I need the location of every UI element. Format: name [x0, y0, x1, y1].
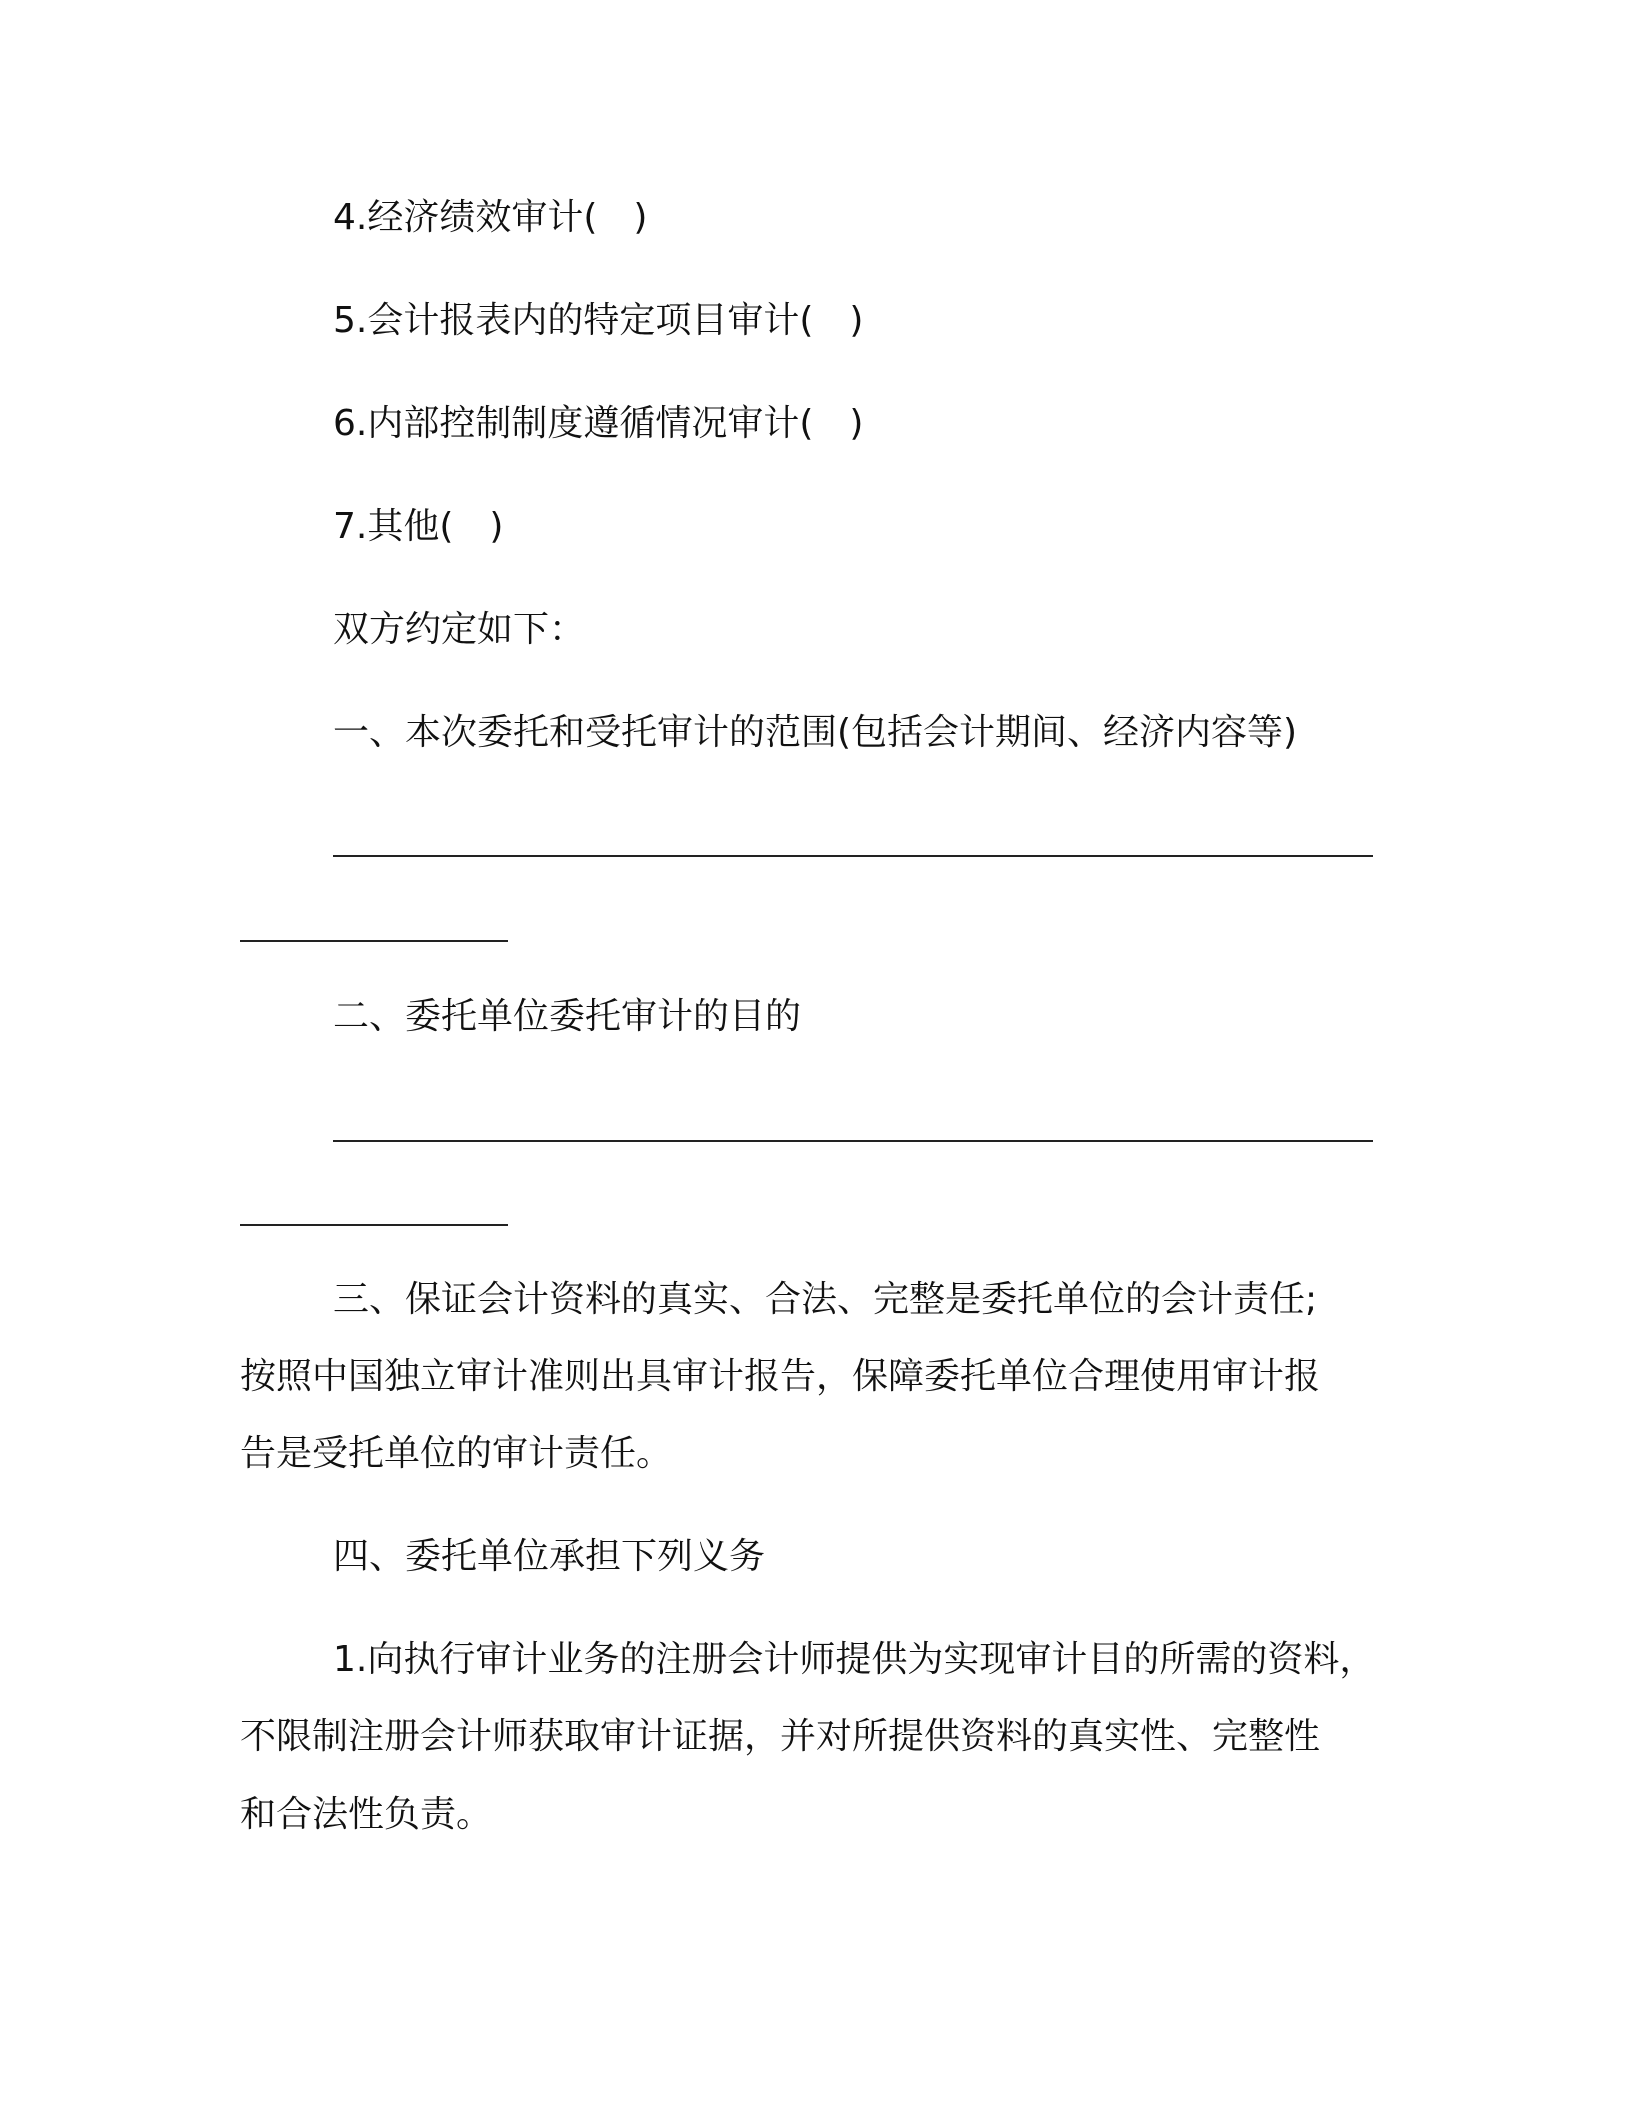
section-3-line-1: 三、保证会计资料的真实、合法、完整是委托单位的会计责任;: [333, 1279, 1318, 1320]
option-item-6: 6.内部控制制度遵循情况审计( ): [333, 403, 864, 444]
section-1-fill-line: [333, 855, 1373, 857]
section-2-fill-line-continued: [240, 1224, 508, 1226]
option-item-7: 7.其他( ): [333, 506, 504, 547]
section-2-heading: 二、委托单位委托审计的目的: [333, 996, 802, 1037]
section-3-line-2: 按照中国独立审计准则出具审计报告，保障委托单位合理使用审计报: [240, 1356, 1321, 1397]
section-4-item-1-line-2: 不限制注册会计师获取审计证据，并对所提供资料的真实性、完整性: [240, 1716, 1321, 1757]
section-4-item-1-line-1: 1.向执行审计业务的注册会计师提供为实现审计目的所需的资料，: [333, 1639, 1376, 1680]
section-2-fill-line: [333, 1140, 1373, 1142]
section-1-fill-line-continued: [240, 940, 508, 942]
option-item-4: 4.经济绩效审计( ): [333, 197, 648, 238]
agreement-intro: 双方约定如下：: [333, 609, 586, 650]
section-4-heading: 四、委托单位承担下列义务: [333, 1536, 766, 1577]
option-item-5: 5.会计报表内的特定项目审计( ): [333, 300, 864, 341]
section-4-item-1-line-3: 和合法性负责。: [240, 1794, 493, 1835]
section-1-heading: 一、本次委托和受托审计的范围(包括会计期间、经济内容等): [333, 712, 1298, 753]
section-3-line-3: 告是受托单位的审计责任。: [240, 1433, 673, 1474]
